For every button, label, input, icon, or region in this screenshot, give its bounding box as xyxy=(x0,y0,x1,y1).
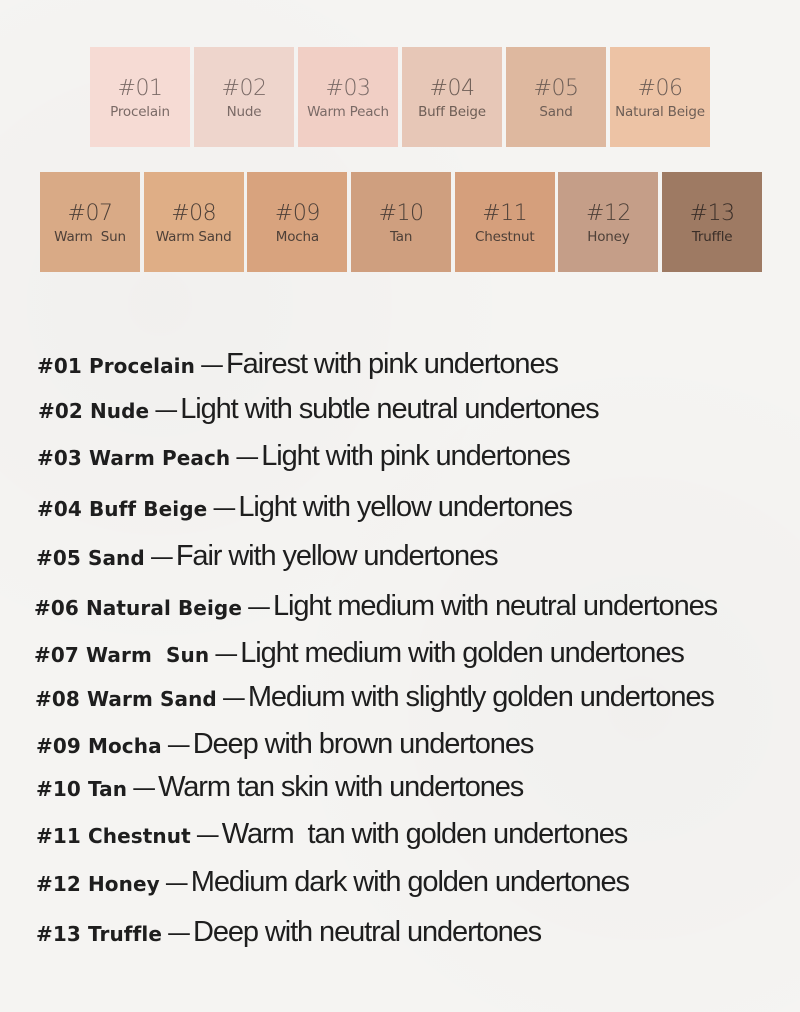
swatch-code: #08 xyxy=(171,201,217,226)
shade-label: #05 Sand xyxy=(36,546,145,570)
dash-separator: — xyxy=(212,494,237,522)
swatch-row-1 xyxy=(90,47,710,147)
swatch-code: #05 xyxy=(533,76,579,101)
shade-description-line xyxy=(36,771,523,804)
dash-separator: — xyxy=(214,640,239,668)
shade-description-line xyxy=(36,866,629,899)
shade-description: Deep with neutral undertones xyxy=(193,916,542,948)
swatch xyxy=(662,172,762,272)
swatch-code: #11 xyxy=(482,201,528,226)
shade-label: #11 Chestnut xyxy=(36,824,191,848)
swatch-name: Nude xyxy=(226,104,262,120)
shade-label: #08 Warm Sand xyxy=(35,687,217,711)
shade-description-line xyxy=(37,440,570,473)
shade-label: #02 Nude xyxy=(38,399,150,423)
swatch-name: Procelain xyxy=(110,104,170,120)
swatch-code: #01 xyxy=(117,76,163,101)
shade-description: Warm tan with golden undertones xyxy=(221,818,628,850)
swatch xyxy=(247,172,347,272)
swatch-code: #04 xyxy=(429,76,475,101)
shade-description-line xyxy=(37,491,572,524)
shade-description-line xyxy=(36,916,541,949)
swatch-code: #07 xyxy=(67,201,113,226)
shade-description: Fairest with pink undertones xyxy=(225,348,558,380)
swatch-name: Sand xyxy=(539,104,573,120)
swatch-row-2 xyxy=(40,172,762,272)
dash-separator: — xyxy=(154,396,179,424)
shade-description: Warm tan skin with undertones xyxy=(158,771,524,803)
swatch-code: #10 xyxy=(378,201,424,226)
swatch xyxy=(455,172,555,272)
swatch-name: Warm Sun xyxy=(54,229,126,245)
shade-description-line xyxy=(37,348,558,381)
shade-description: Deep with brown undertones xyxy=(192,728,534,760)
shade-description-line xyxy=(34,637,684,670)
shade-label: #07 Warm Sun xyxy=(34,643,210,667)
shade-description-line xyxy=(36,818,627,851)
shade-label: #03 Warm Peach xyxy=(37,446,231,470)
shade-label: #06 Natural Beige xyxy=(34,596,243,620)
swatch-name: Chestnut xyxy=(475,229,535,245)
swatch xyxy=(610,47,710,147)
swatch xyxy=(558,172,658,272)
shade-description: Medium with slightly golden undertones xyxy=(247,681,714,713)
swatch-code: #03 xyxy=(325,76,371,101)
dash-separator: — xyxy=(247,593,272,621)
dash-separator: — xyxy=(221,684,246,712)
dash-separator: — xyxy=(164,869,189,897)
shade-label: #04 Buff Beige xyxy=(37,497,208,521)
dash-separator: — xyxy=(166,731,191,759)
dash-separator: — xyxy=(195,821,220,849)
swatch xyxy=(298,47,398,147)
swatch-code: #09 xyxy=(274,201,320,226)
shade-description: Light with subtle neutral undertones xyxy=(180,393,599,425)
shade-description: Light with pink undertones xyxy=(261,440,570,472)
dash-separator: — xyxy=(167,919,192,947)
swatch-name: Mocha xyxy=(275,229,319,245)
shade-description: Light medium with neutral undertones xyxy=(273,590,718,622)
shade-description: Light medium with golden undertones xyxy=(240,637,684,669)
swatch-name: Buff Beige xyxy=(418,104,486,120)
shade-description: Light with yellow undertones xyxy=(238,491,572,523)
swatch xyxy=(506,47,606,147)
shade-label: #10 Tan xyxy=(36,777,128,801)
swatch xyxy=(144,172,244,272)
shade-description-line xyxy=(38,393,598,426)
swatch-name: Warm Sand xyxy=(155,229,232,245)
swatch-code: #13 xyxy=(689,201,735,226)
shade-label: #13 Truffle xyxy=(36,922,163,946)
swatch-name: Natural Beige xyxy=(615,104,705,120)
shade-label: #01 Procelain xyxy=(37,354,195,378)
swatch-name: Honey xyxy=(587,229,630,245)
shade-label: #12 Honey xyxy=(36,872,160,896)
swatch-code: #02 xyxy=(221,76,267,101)
shade-description-line xyxy=(36,540,498,573)
swatch-code: #06 xyxy=(637,76,683,101)
dash-separator: — xyxy=(199,351,224,379)
swatch-name: Truffle xyxy=(691,229,733,245)
swatch-code: #12 xyxy=(585,201,631,226)
dash-separator: — xyxy=(149,543,174,571)
shade-description-line xyxy=(34,590,717,623)
dash-separator: — xyxy=(235,443,260,471)
swatch xyxy=(194,47,294,147)
shade-description: Fair with yellow undertones xyxy=(175,540,498,572)
shade-label: #09 Mocha xyxy=(36,734,162,758)
swatch xyxy=(90,47,190,147)
swatch xyxy=(40,172,140,272)
dash-separator: — xyxy=(132,774,157,802)
swatch xyxy=(351,172,451,272)
shade-description: Medium dark with golden undertones xyxy=(190,866,629,898)
swatch-name: Tan xyxy=(389,229,413,245)
shade-description-line xyxy=(36,728,533,761)
swatch-name: Warm Peach xyxy=(307,104,389,120)
shade-description-line xyxy=(35,681,714,714)
swatch xyxy=(402,47,502,147)
